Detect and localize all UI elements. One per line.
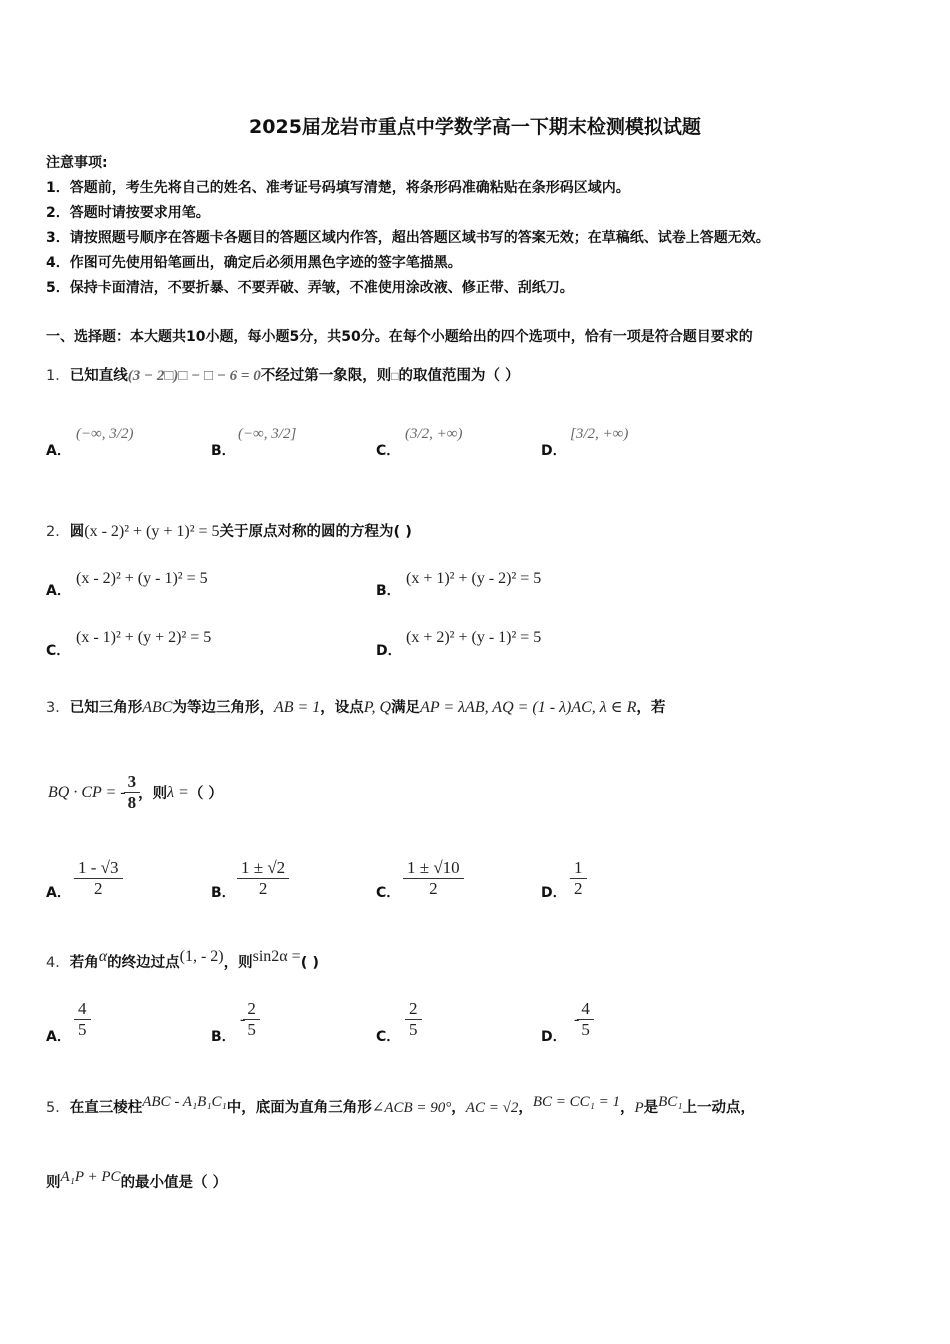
fraction-denominator: 2 bbox=[94, 879, 103, 898]
question-text: 上一动点， bbox=[682, 1100, 756, 1116]
question-text: ，设点 bbox=[320, 700, 364, 716]
notice-item: 1．答题前，考生先将自己的姓名、准考证号码填写清楚，将条形码准确粘贴在条形码区域内。 bbox=[46, 180, 630, 196]
option-label: B． bbox=[211, 443, 236, 459]
inline-math: BC = CC₁ = 1 bbox=[532, 1094, 620, 1110]
circle-equation: (x - 2)² + (y + 1)² = 5 bbox=[84, 523, 220, 540]
question-text: 是 bbox=[643, 1100, 659, 1116]
question-number: 1． bbox=[46, 368, 70, 384]
option-label: B． bbox=[376, 583, 401, 599]
option-math bbox=[574, 999, 592, 1040]
inline-math: P, Q bbox=[363, 699, 392, 716]
question-text: 满足 bbox=[391, 700, 421, 716]
question-text: 在直三棱柱 bbox=[69, 1100, 143, 1116]
option-math bbox=[240, 999, 258, 1040]
option-label: C． bbox=[376, 443, 401, 459]
fraction-numerator: 1 bbox=[574, 858, 583, 877]
fraction-denominator: 2 bbox=[258, 879, 268, 898]
inline-math: AP = λAB, AQ = (1 - λ)AC, λ ∈ R bbox=[420, 699, 637, 716]
option-label: A． bbox=[46, 443, 71, 459]
option-math: (−∞, 3/2) bbox=[76, 426, 134, 442]
option-label: B． bbox=[211, 1029, 236, 1045]
option-label: A． bbox=[46, 885, 71, 901]
notice-item: 5．保持卡面清洁，不要折暴、不要弄破、弄皱，不准使用涂改液、修正带、刮纸刀。 bbox=[46, 280, 574, 296]
option-math bbox=[239, 858, 287, 899]
fraction-denominator: 8 bbox=[127, 793, 137, 812]
option-math bbox=[572, 858, 585, 899]
fraction-numerator: 1 ± √10 bbox=[407, 858, 460, 877]
question-text: 若角 bbox=[69, 955, 99, 971]
notice-item: 4．作图可先使用铅笔画出，确定后必须用黑色字迹的签字笔描黑。 bbox=[46, 255, 462, 271]
fraction-denominator: 2 bbox=[574, 879, 583, 898]
fraction-numerator: 3 bbox=[127, 772, 137, 791]
notice-heading: 注意事项: bbox=[46, 155, 108, 171]
placeholder-glyph: □ bbox=[391, 369, 399, 383]
fraction-numerator: 1 ± √2 bbox=[241, 858, 286, 877]
fraction-denominator: 2 bbox=[429, 879, 438, 898]
option-label: C． bbox=[376, 885, 401, 901]
notice-item: 3．请按照题号顺序在答题卡各题目的答题区域内作答，超出答题区域书写的答案无效；在草稿纸、试卷上答题无效。 bbox=[46, 230, 770, 246]
option-label: C． bbox=[376, 1029, 401, 1045]
inline-math: ∠ACB = 90° bbox=[371, 1100, 452, 1116]
inline-math: P bbox=[634, 1100, 644, 1116]
option-label: D． bbox=[541, 1029, 567, 1045]
inline-math: AC = √2 bbox=[465, 1100, 519, 1116]
question-text: 中，底面为直角三角形 bbox=[226, 1100, 372, 1116]
option-math: (x + 1)² + (y - 2)² = 5 bbox=[406, 570, 542, 587]
question-3 bbox=[46, 696, 665, 717]
option-math bbox=[76, 999, 89, 1040]
fraction-numerator: 1 - √3 bbox=[78, 858, 119, 877]
question-text: 已知直线 bbox=[69, 368, 128, 384]
question-text: ， bbox=[451, 1100, 466, 1116]
inline-math: BQ · CP = - bbox=[48, 783, 126, 801]
question-3-line2 bbox=[48, 772, 223, 813]
option-math bbox=[407, 999, 420, 1040]
question-text: 为等边三角形， bbox=[172, 700, 274, 716]
question-text: 不经过第一象限，则 bbox=[260, 368, 392, 384]
inline-math: BC₁ bbox=[658, 1094, 683, 1110]
fraction-denominator: 5 bbox=[409, 1020, 418, 1039]
fraction-numerator: 4 bbox=[581, 999, 590, 1018]
question-number: 3． bbox=[46, 700, 70, 716]
option-label: D． bbox=[541, 885, 567, 901]
section-heading: 一、选择题：本大题共10小题，每小题5分，共50分。在每个小题给出的四个选项中，恰有一项是符合题目要求的 bbox=[46, 329, 753, 345]
question-4 bbox=[46, 948, 319, 972]
option-math bbox=[405, 858, 462, 899]
line-equation: (3 − 2□)□ − □ − 6 = 0 bbox=[127, 368, 261, 384]
option-math: (x - 2)² + (y - 1)² = 5 bbox=[76, 570, 208, 587]
question-text: ， bbox=[619, 1100, 635, 1116]
question-text: ，则 bbox=[138, 786, 168, 802]
question-text: 已知三角形 bbox=[69, 700, 143, 716]
option-math: (x + 2)² + (y - 1)² = 5 bbox=[406, 629, 542, 646]
question-text: 的取值范围为（ ） bbox=[398, 368, 520, 384]
option-math bbox=[76, 858, 121, 899]
fraction bbox=[126, 772, 139, 813]
question-text: 的终边过点 bbox=[107, 955, 180, 971]
inline-math: A₁P + PC bbox=[60, 1169, 121, 1185]
question-text: ( ) bbox=[300, 955, 320, 971]
inline-math: ABC bbox=[142, 699, 173, 716]
option-math: (−∞, 3/2] bbox=[238, 426, 297, 442]
page-title: 2025届龙岩市重点中学数学高一下期末检测模拟试题 bbox=[249, 116, 701, 138]
question-number: 5． bbox=[46, 1100, 70, 1116]
question-5-line2 bbox=[46, 1169, 227, 1192]
fraction-denominator: 5 bbox=[78, 1020, 87, 1039]
question-text: ，若 bbox=[636, 700, 666, 716]
option-label: D． bbox=[541, 443, 567, 459]
inline-math: λ = bbox=[167, 783, 189, 801]
fraction-denominator: 5 bbox=[581, 1020, 590, 1039]
inline-math: ABC - A₁B₁C₁ bbox=[142, 1094, 227, 1110]
inline-math: sin2α = bbox=[252, 948, 301, 965]
option-label: D． bbox=[376, 643, 402, 659]
question-number: 4． bbox=[46, 955, 70, 971]
question-text: 圆 bbox=[69, 524, 85, 540]
question-text: 关于原点对称的圆的方程为( ) bbox=[219, 524, 412, 540]
sign: - bbox=[574, 1010, 580, 1028]
question-5 bbox=[46, 1094, 755, 1117]
option-math: (x - 1)² + (y + 2)² = 5 bbox=[76, 629, 212, 646]
option-math: [3/2, +∞) bbox=[570, 426, 629, 442]
option-label: C． bbox=[46, 643, 71, 659]
inline-math: (1, - 2) bbox=[179, 948, 224, 965]
option-label: A． bbox=[46, 583, 71, 599]
fraction-numerator: 2 bbox=[409, 999, 418, 1018]
inline-math: α bbox=[98, 948, 108, 965]
question-1 bbox=[46, 364, 520, 385]
option-label: B． bbox=[211, 885, 236, 901]
question-number: 2． bbox=[46, 524, 70, 540]
question-text: 则 bbox=[46, 1175, 61, 1191]
fraction-numerator: 2 bbox=[247, 999, 256, 1018]
question-text: （ ） bbox=[188, 786, 223, 802]
question-2 bbox=[46, 520, 412, 541]
fraction-numerator: 4 bbox=[78, 999, 87, 1018]
question-text: ，则 bbox=[223, 955, 253, 971]
question-text: 的最小值是（ ） bbox=[120, 1175, 228, 1191]
inline-math: AB = 1 bbox=[273, 699, 321, 716]
option-math: (3/2, +∞) bbox=[405, 426, 463, 442]
sign: - bbox=[240, 1010, 246, 1028]
notice-item: 2．答题时请按要求用笔。 bbox=[46, 205, 210, 221]
option-label: A． bbox=[46, 1029, 71, 1045]
fraction-denominator: 5 bbox=[247, 1020, 256, 1039]
question-text: ， bbox=[518, 1100, 533, 1116]
